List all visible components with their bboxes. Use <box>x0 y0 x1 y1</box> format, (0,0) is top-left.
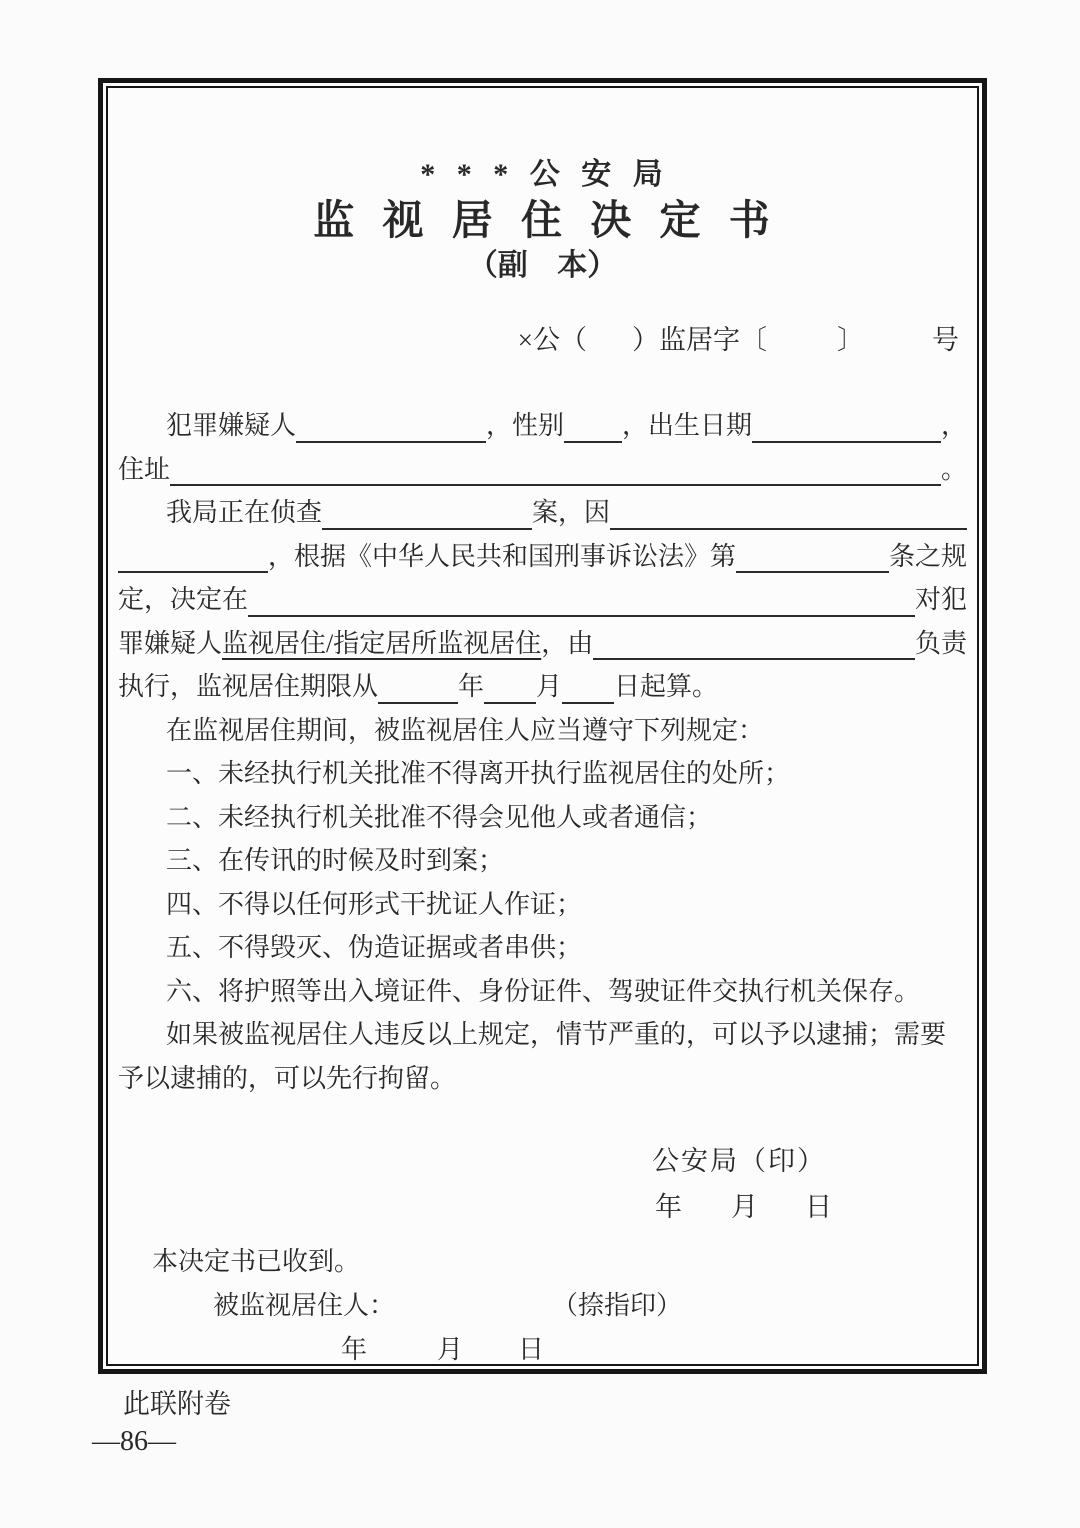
text-segment: 月 <box>536 672 563 701</box>
blank-field <box>322 491 532 530</box>
blank-field <box>118 535 268 574</box>
text-segment: 五、不得毁灭、伪造证据或者串供； <box>166 933 583 962</box>
stamp-block <box>118 1138 967 1230</box>
month-label: 月 <box>437 1335 464 1364</box>
year-label: 年 <box>341 1335 368 1364</box>
document-content <box>108 88 977 1366</box>
blank-field <box>736 535 889 574</box>
body-line <box>118 404 967 448</box>
signer-line <box>213 1284 967 1328</box>
receipt-block <box>118 1240 967 1366</box>
year-label: 年 <box>655 1192 682 1222</box>
body-line <box>118 926 967 970</box>
page-number: —86— <box>92 1426 176 1457</box>
text-segment: ，根据《中华人民共和国刑事诉讼法》第 <box>268 541 737 571</box>
agency-title: * * * 公 安 局 <box>420 158 665 191</box>
document-number-line <box>118 322 967 358</box>
text-segment: 执行，监视居住期限从 <box>118 672 379 701</box>
text-segment: 罪嫌疑人 <box>118 628 223 658</box>
document-subtitle: （副 本） <box>467 249 618 282</box>
text-segment: 我局正在侦查 <box>166 498 323 527</box>
text-segment: 予以逮捕的，可以先行拘留。 <box>118 1063 457 1093</box>
underlined-choice-text: 监视居住/指定居所监视居住 <box>222 628 542 658</box>
text-segment: 日起算。 <box>614 672 719 701</box>
docno-middle: ）监居字〔 <box>632 325 767 355</box>
text-segment: 。 <box>940 454 967 484</box>
document-title: 监 视 居 住 决 定 书 <box>313 197 772 243</box>
body-line <box>118 665 967 709</box>
text-segment: 定，决定在 <box>118 585 249 614</box>
text-segment: 二、未经执行机关批准不得会见他人或者通信； <box>166 802 713 832</box>
receipt-acknowledgement: 本决定书已收到。 <box>152 1247 361 1276</box>
text-segment: 住址 <box>118 454 171 484</box>
document-inner-border <box>106 86 979 1366</box>
blank-field <box>170 448 941 487</box>
text-segment: 三、在传讯的时候及时到案； <box>166 846 505 875</box>
docno-prefix: ×公（ <box>517 325 587 355</box>
body-line <box>118 1057 967 1101</box>
blank-field <box>610 491 967 530</box>
text-segment: 条之规 <box>888 541 967 571</box>
blank-field <box>484 665 536 704</box>
day-label: 日 <box>805 1192 832 1222</box>
body-line <box>118 883 967 927</box>
body-line <box>118 578 967 622</box>
blank-field <box>593 622 915 661</box>
month-label: 月 <box>731 1192 758 1222</box>
body-line <box>118 796 967 840</box>
seal-placeholder: 公安局（印） <box>652 1146 826 1176</box>
day-label: 日 <box>518 1335 545 1364</box>
blank-field <box>752 404 941 443</box>
docno-suffix: 号 <box>932 325 959 355</box>
fingerprint-note: （捺指印） <box>552 1291 683 1320</box>
text-segment: ，出生日期 <box>622 411 753 440</box>
docno-close-bracket: 〕 <box>837 325 864 355</box>
signer-label: 被监视居住人： <box>213 1291 396 1320</box>
blank-field <box>248 578 915 617</box>
text-segment: 如果被监视居住人违反以上规定，情节严重的，可以予以逮捕；需要 <box>166 1020 947 1049</box>
body-line <box>118 1013 967 1057</box>
text-segment: 犯罪嫌疑人 <box>166 411 297 440</box>
body-line <box>118 970 967 1014</box>
text-segment: 案，因 <box>532 498 611 527</box>
text-segment: 一、未经执行机关批准不得离开执行监视居住的处所； <box>166 759 791 788</box>
stamp-date-line <box>118 1184 967 1230</box>
text-segment: 负责 <box>914 628 967 658</box>
text-segment: 六、将护照等出入境证件、身份证件、驾驶证件交执行机关保存。 <box>166 976 921 1006</box>
text-segment: 年 <box>458 672 485 701</box>
text-segment: 四、不得以任何形式干扰证人作证； <box>166 889 583 919</box>
text-segment: ， <box>940 411 967 440</box>
body-line <box>118 752 967 796</box>
text-segment: ，性别 <box>486 411 565 440</box>
text-segment: 在监视居住期间，被监视居住人应当遵守下列规定： <box>166 715 765 745</box>
copy-filing-note: 此联附卷 <box>123 1389 231 1419</box>
text-segment: ，由 <box>541 628 594 658</box>
body-line <box>118 448 967 492</box>
blank-field <box>562 665 614 704</box>
blank-field <box>564 404 622 443</box>
body-line <box>118 535 967 579</box>
receipt-date-line <box>118 1328 967 1366</box>
body-line <box>118 622 967 666</box>
document-outer-border <box>98 78 987 1374</box>
blank-field <box>378 665 458 704</box>
body-line <box>118 709 967 753</box>
body-line <box>118 491 967 535</box>
document-body <box>118 404 967 1100</box>
body-line <box>118 839 967 883</box>
blank-field <box>296 404 486 443</box>
text-segment: 对犯 <box>914 585 967 614</box>
